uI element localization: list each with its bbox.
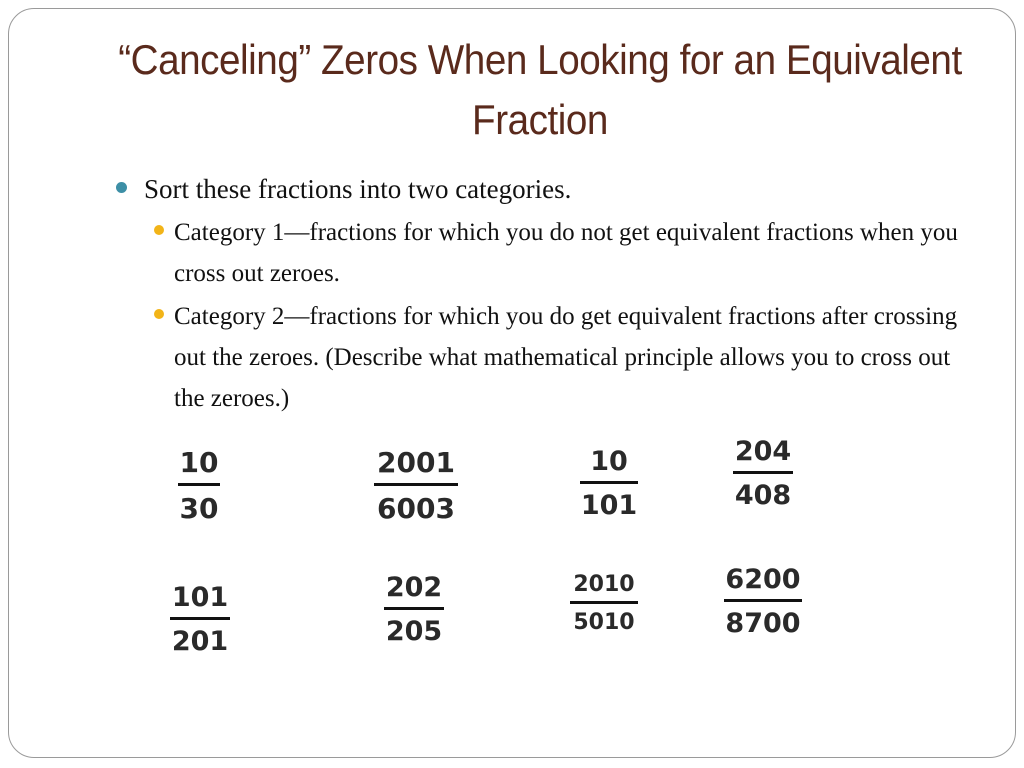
main-bullet — [116, 168, 986, 210]
fraction — [570, 572, 638, 635]
denominator: 6003 — [377, 492, 455, 525]
numerator: 204 — [734, 436, 792, 467]
sub-bullet-category-2 — [154, 296, 986, 419]
sub-bullet-text: Category 2—fractions for which you do get equivalent fractions after crossing out the zeroes. (Describe what mathematical principle allows you to cross out the zeroes.) — [174, 303, 958, 412]
fraction — [170, 582, 230, 657]
bullet-dot-icon — [154, 225, 164, 235]
denominator: 101 — [580, 490, 638, 521]
sub-bullet-text: Category 1—fractions for which you do not get equivalent fractions when you cross out zeroes. — [174, 219, 958, 287]
denominator: 205 — [385, 616, 443, 647]
numerator: 202 — [385, 572, 443, 603]
fraction-bar — [374, 483, 458, 486]
fraction — [724, 564, 802, 639]
numerator: 2010 — [573, 572, 635, 597]
fraction — [733, 436, 793, 511]
fraction-bar — [570, 601, 638, 604]
numerator: 2001 — [377, 446, 455, 479]
slide-title: “Canceling” Zeros When Looking for an Equivalent Fraction — [118, 36, 962, 143]
sub-bullet-category-1 — [154, 212, 986, 294]
fraction — [384, 572, 444, 647]
denominator: 408 — [734, 480, 792, 511]
denominator: 8700 — [725, 608, 801, 639]
numerator: 6200 — [725, 564, 801, 595]
fraction-bar — [178, 483, 220, 486]
numerator: 10 — [590, 446, 628, 477]
numerator: 101 — [171, 582, 229, 613]
fraction-bar — [724, 599, 802, 602]
fraction-bar — [384, 607, 444, 610]
bullet-dot-icon — [154, 309, 164, 319]
fraction-bar — [580, 481, 638, 484]
denominator: 201 — [171, 626, 229, 657]
slide-body — [116, 168, 986, 419]
fraction-bar — [170, 617, 230, 620]
bullet-dot-icon — [116, 182, 127, 193]
denominator: 30 — [179, 492, 219, 525]
numerator: 10 — [179, 446, 219, 479]
fraction — [178, 446, 220, 525]
fraction — [580, 446, 638, 521]
fraction — [374, 446, 458, 525]
denominator: 5010 — [573, 610, 635, 635]
fraction-bar — [733, 471, 793, 474]
main-bullet-text: Sort these fractions into two categories. — [144, 174, 572, 204]
